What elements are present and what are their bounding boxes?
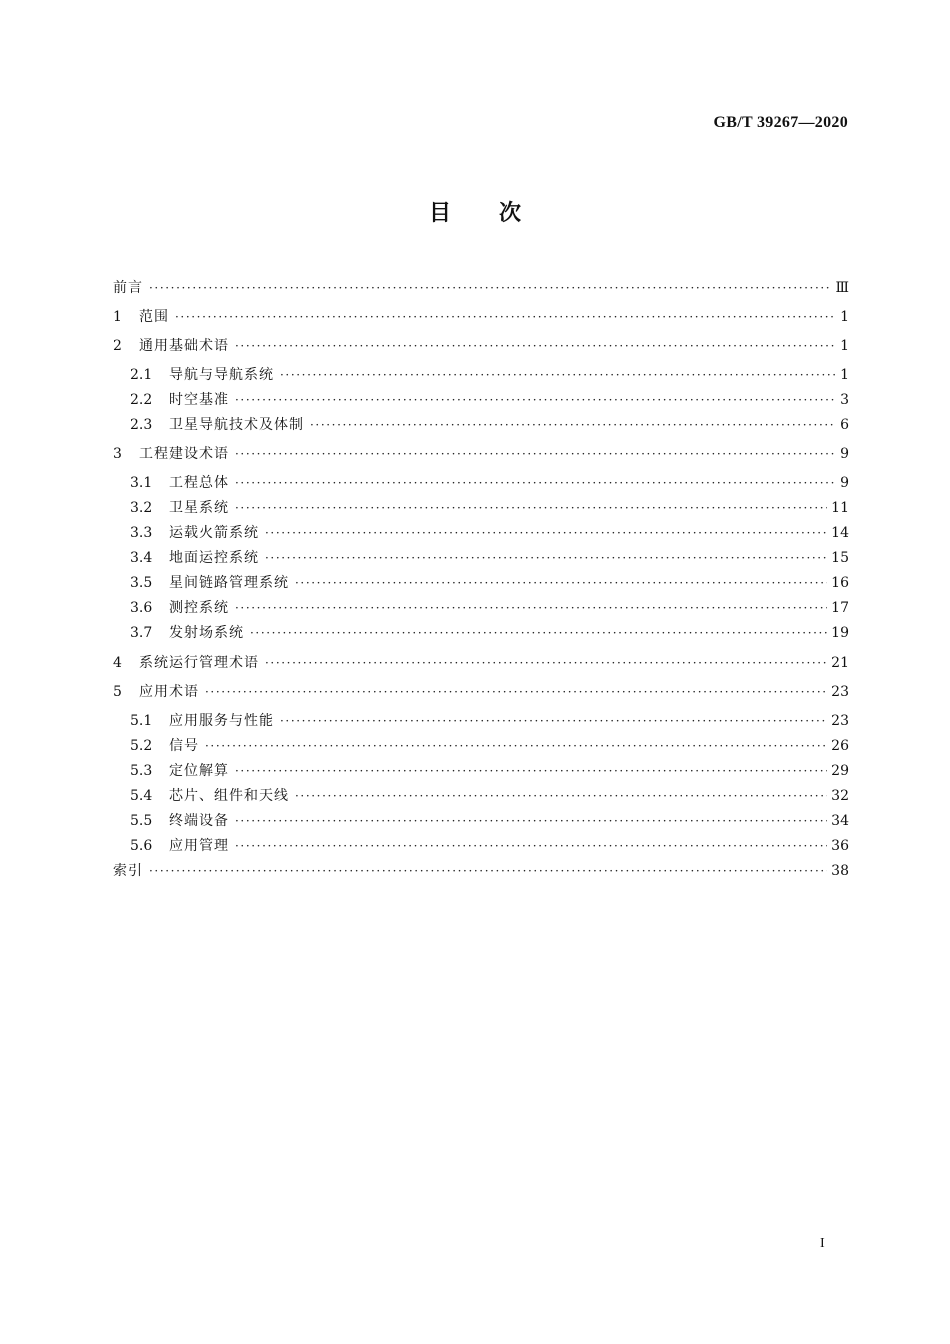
toc-entry[interactable]: [113, 333, 849, 355]
toc-entry-page: 15: [831, 550, 849, 566]
toc-entry-number: 3.6: [130, 600, 153, 616]
toc-entry-label: 应用管理: [169, 838, 229, 854]
toc-entry-label: 信号: [169, 738, 199, 754]
dot-leader: [235, 337, 835, 355]
toc-entry-page: 23: [831, 684, 849, 700]
toc-entry-number: 2.1: [130, 367, 153, 383]
dot-leader: [149, 279, 831, 297]
toc-entry-label: 系统运行管理术语: [139, 655, 259, 671]
toc-entry-label: 应用服务与性能: [169, 713, 274, 729]
dot-leader: [265, 549, 827, 567]
dot-leader: [235, 445, 835, 463]
toc-entry-page: 19: [831, 625, 849, 641]
toc-entry-number: 5.2: [130, 738, 153, 754]
toc-entry-label: 范围: [139, 309, 169, 325]
toc-entry-label: 工程建设术语: [139, 446, 229, 462]
toc-entry-page: 16: [831, 575, 849, 591]
toc-entry-number: 3: [113, 446, 122, 462]
toc-entry[interactable]: [113, 679, 849, 701]
toc-entry[interactable]: [130, 387, 849, 409]
toc-entry[interactable]: [130, 362, 849, 384]
toc-entry-label: 卫星导航技术及体制: [169, 417, 304, 433]
toc-entry[interactable]: [130, 412, 849, 434]
toc-entry-page: 1: [840, 367, 849, 383]
toc-entry-number: 3.2: [130, 500, 153, 516]
toc-entry-number: 3.3: [130, 525, 153, 541]
toc-entry-number: 2.3: [130, 417, 153, 433]
toc-entry-label: 定位解算: [169, 763, 229, 779]
dot-leader: [280, 366, 835, 384]
toc-entry-number: 5: [113, 684, 122, 700]
toc-entry-page: 1: [840, 338, 849, 354]
toc-entry-page: Ⅲ: [835, 280, 849, 296]
dot-leader: [205, 737, 827, 755]
dot-leader: [235, 599, 827, 617]
toc-entry[interactable]: [113, 858, 849, 880]
toc-entry-page: 21: [831, 655, 849, 671]
dot-leader: [235, 762, 827, 780]
toc-entry-label: 地面运控系统: [169, 550, 259, 566]
dot-leader: [235, 499, 827, 517]
toc-entry[interactable]: [130, 783, 849, 805]
dot-leader: [250, 624, 827, 642]
toc-entry[interactable]: [130, 808, 849, 830]
toc-entry[interactable]: [130, 595, 849, 617]
toc-entry[interactable]: [130, 520, 849, 542]
toc-entry-number: 5.1: [130, 713, 153, 729]
toc-entry-page: 1: [840, 309, 849, 325]
toc-entry[interactable]: [113, 275, 849, 297]
toc-entry-label: 前言: [113, 280, 143, 296]
dot-leader: [175, 308, 835, 326]
toc-entry-page: 32: [831, 788, 849, 804]
toc-entry-number: 3.1: [130, 475, 153, 491]
toc-entry-label: 发射场系统: [169, 625, 244, 641]
toc-entry[interactable]: [130, 545, 849, 567]
toc-entry-number: 3.5: [130, 575, 153, 591]
toc-entry-page: 3: [840, 392, 849, 408]
toc-entry[interactable]: [130, 570, 849, 592]
toc-title-left: 目: [428, 201, 451, 226]
toc-entry-page: 23: [831, 713, 849, 729]
toc-entry-label: 通用基础术语: [139, 338, 229, 354]
toc-entry-number: 2: [113, 338, 122, 354]
toc-entry-page: 6: [840, 417, 849, 433]
dot-leader: [149, 862, 827, 880]
toc-entry-number: 5.3: [130, 763, 153, 779]
dot-leader: [295, 787, 827, 805]
toc-entry-page: 14: [831, 525, 849, 541]
toc-entry-number: 3.4: [130, 550, 153, 566]
toc-entry[interactable]: [113, 304, 849, 326]
toc-entry[interactable]: [130, 620, 849, 642]
toc-entry-page: 38: [831, 863, 849, 879]
toc-entry-label: 卫星系统: [169, 500, 229, 516]
toc-entry-page: 26: [831, 738, 849, 754]
toc-entry-page: 9: [840, 475, 849, 491]
dot-leader: [310, 416, 835, 434]
toc-entry-number: 5.5: [130, 813, 153, 829]
dot-leader: [265, 654, 827, 672]
toc-entry[interactable]: [130, 495, 849, 517]
toc-entry-page: 9: [840, 446, 849, 462]
dot-leader: [235, 391, 835, 409]
dot-leader: [295, 574, 827, 592]
toc-entry-label: 芯片、组件和天线: [169, 788, 289, 804]
toc-entry-number: 3.7: [130, 625, 153, 641]
toc-entry[interactable]: [130, 470, 849, 492]
toc-entry-number: 4: [113, 655, 122, 671]
page-folio: I: [820, 1236, 825, 1251]
toc-entry-page: 29: [831, 763, 849, 779]
dot-leader: [280, 712, 827, 730]
toc-entry[interactable]: [130, 733, 849, 755]
toc-title: [0, 196, 950, 227]
dot-leader: [235, 474, 835, 492]
toc-entry-page: 36: [831, 838, 849, 854]
toc-entry[interactable]: [130, 708, 849, 730]
toc-entry-label: 索引: [113, 863, 143, 879]
toc-entry-label: 终端设备: [169, 813, 229, 829]
toc-entry-label: 测控系统: [169, 600, 229, 616]
toc-entry[interactable]: [113, 650, 849, 672]
toc-entry-label: 导航与导航系统: [169, 367, 274, 383]
standard-code: GB/T 39267—2020: [713, 114, 848, 131]
toc-entry-page: 11: [831, 500, 849, 516]
toc-entry-label: 运载火箭系统: [169, 525, 259, 541]
toc-entry[interactable]: [130, 833, 849, 855]
toc-entry[interactable]: [113, 441, 849, 463]
toc-entry-label: 星间链路管理系统: [169, 575, 289, 591]
toc-entry-page: 17: [831, 600, 849, 616]
dot-leader: [235, 837, 827, 855]
toc-entry-number: 5.4: [130, 788, 153, 804]
toc-entry-label: 工程总体: [169, 475, 229, 491]
toc-title-right: 次: [499, 201, 522, 226]
toc-entry-label: 时空基准: [169, 392, 229, 408]
toc-entry-label: 应用术语: [139, 684, 199, 700]
dot-leader: [205, 683, 827, 701]
toc-entry-number: 2.2: [130, 392, 153, 408]
toc-entry-number: 5.6: [130, 838, 153, 854]
dot-leader: [265, 524, 827, 542]
toc-entry-page: 34: [831, 813, 849, 829]
toc-entry[interactable]: [130, 758, 849, 780]
dot-leader: [235, 812, 827, 830]
toc-entry-number: 1: [113, 309, 122, 325]
